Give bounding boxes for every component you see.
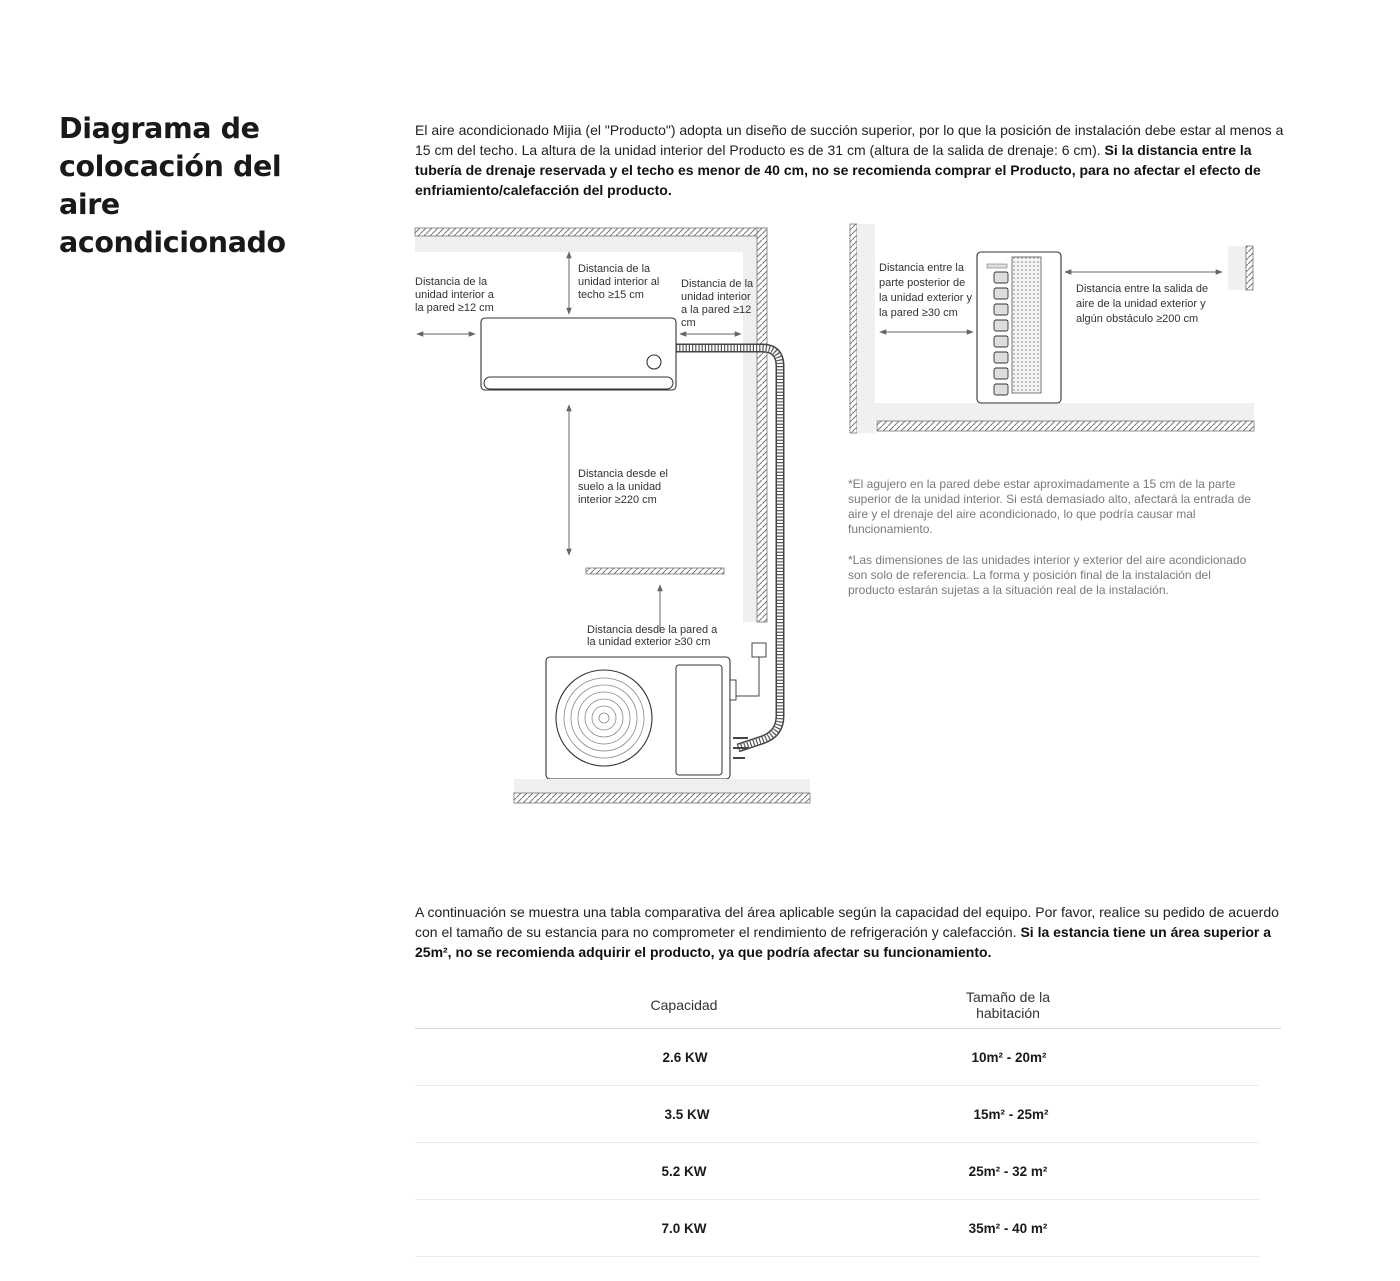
table-row: [415, 1086, 1259, 1143]
cell-capacity: 5.2 KW: [661, 1163, 707, 1179]
note-wall-hole: *El agujero en la pared debe estar aproximadamente a 15 cm de la parte superior de la unidad interior. Si está demasiado alto, afectará la entrada de aire y el drenaje del aire acondicionado, lo que podría causar mal funcionamiento.: [848, 477, 1251, 536]
header-room-size: Tamaño de la habitación: [965, 989, 1051, 1021]
table-row: [415, 1200, 1259, 1257]
cell-capacity: 7.0 KW: [661, 1220, 707, 1236]
table-intro-text: A continuación se muestra una tabla comparativa del área aplicable según la capacidad del equipo. Por favor, realice su pedido de acuerdo con el tamaño de su estancia para no comprometer el rendimiento de refrigeración y calefacción.: [415, 904, 1279, 940]
outdoor-unit: [546, 657, 748, 779]
cell-room-size: 35m² - 40 m²: [968, 1220, 1048, 1236]
indoor-unit: [481, 318, 676, 390]
intro-text: El aire acondicionado Mijia (el "Producto") adopta un diseño de succión superior, por lo que la posición de instalación debe estar al menos a 15 cm del techo. La altura de la unidad interior del Producto es de 31 cm (altura de la salida de drenaje: 6 cm).: [415, 122, 1284, 158]
cell-room-size: 15m² - 25m²: [973, 1106, 1049, 1122]
installation-notes: [848, 477, 1258, 614]
label-indoor-wall-left: Distancia de la unidad interior a la pared ≥12 cm: [415, 276, 494, 314]
label-indoor-ceiling: Distancia de la unidad interior al techo ≥15 cm: [578, 263, 660, 301]
table-intro-bold-text: Si la estancia tiene un área superior a 25m², no se recomienda adquirir el producto, ya que podría afectar su funcionamiento.: [415, 924, 1272, 960]
outdoor-wall-reference: [586, 568, 724, 574]
table-row: [415, 1029, 1259, 1086]
intro-bold-text: Si la distancia entre la tubería de drenaje reservada y el techo es menor de 40 cm, no se recomienda comprar el Producto, para no afectar el efecto de enfriamiento/calefacción del producto.: [415, 142, 1261, 198]
table-intro-paragraph: [415, 902, 1285, 962]
table-header: [415, 982, 1281, 1029]
table-row: [415, 1143, 1259, 1200]
cell-room-size: 25m² - 32 m²: [968, 1163, 1048, 1179]
outdoor-clearance-diagram: [850, 224, 1254, 433]
label-floor-distance: Distancia desde el suelo a la unidad interior ≥220 cm: [578, 468, 668, 506]
header-capacity: Capacidad: [650, 997, 718, 1013]
label-outdoor-wall-distance: Distancia desde la pared a la unidad exterior ≥30 cm: [587, 624, 718, 648]
label-indoor-wall-right: Distancia de la unidad interior a la pared ≥12 cm: [681, 278, 754, 329]
label-outdoor-back-distance: Distancia entre la parte posterior de la unidad exterior y la pared ≥30 cm: [879, 262, 972, 319]
outdoor-floor: [514, 779, 810, 803]
cell-capacity: 2.6 KW: [662, 1049, 708, 1065]
cell-room-size: 10m² - 20m²: [971, 1049, 1047, 1065]
page-title: Diagrama de colocación del aire acondicionado: [59, 112, 286, 259]
capacity-table: [415, 982, 1281, 1257]
label-outdoor-front-distance: Distancia entre la salida de aire de la unidad exterior y algún obstáculo ≥200 cm: [1076, 283, 1209, 325]
cell-capacity: 3.5 KW: [664, 1106, 710, 1122]
note-dimensions: *Las dimensiones de las unidades interior y exterior del aire acondicionado son solo de referencia. La forma y posición final de la instalación del producto estarán sujetas a la situación real de la instalación.: [848, 553, 1247, 597]
